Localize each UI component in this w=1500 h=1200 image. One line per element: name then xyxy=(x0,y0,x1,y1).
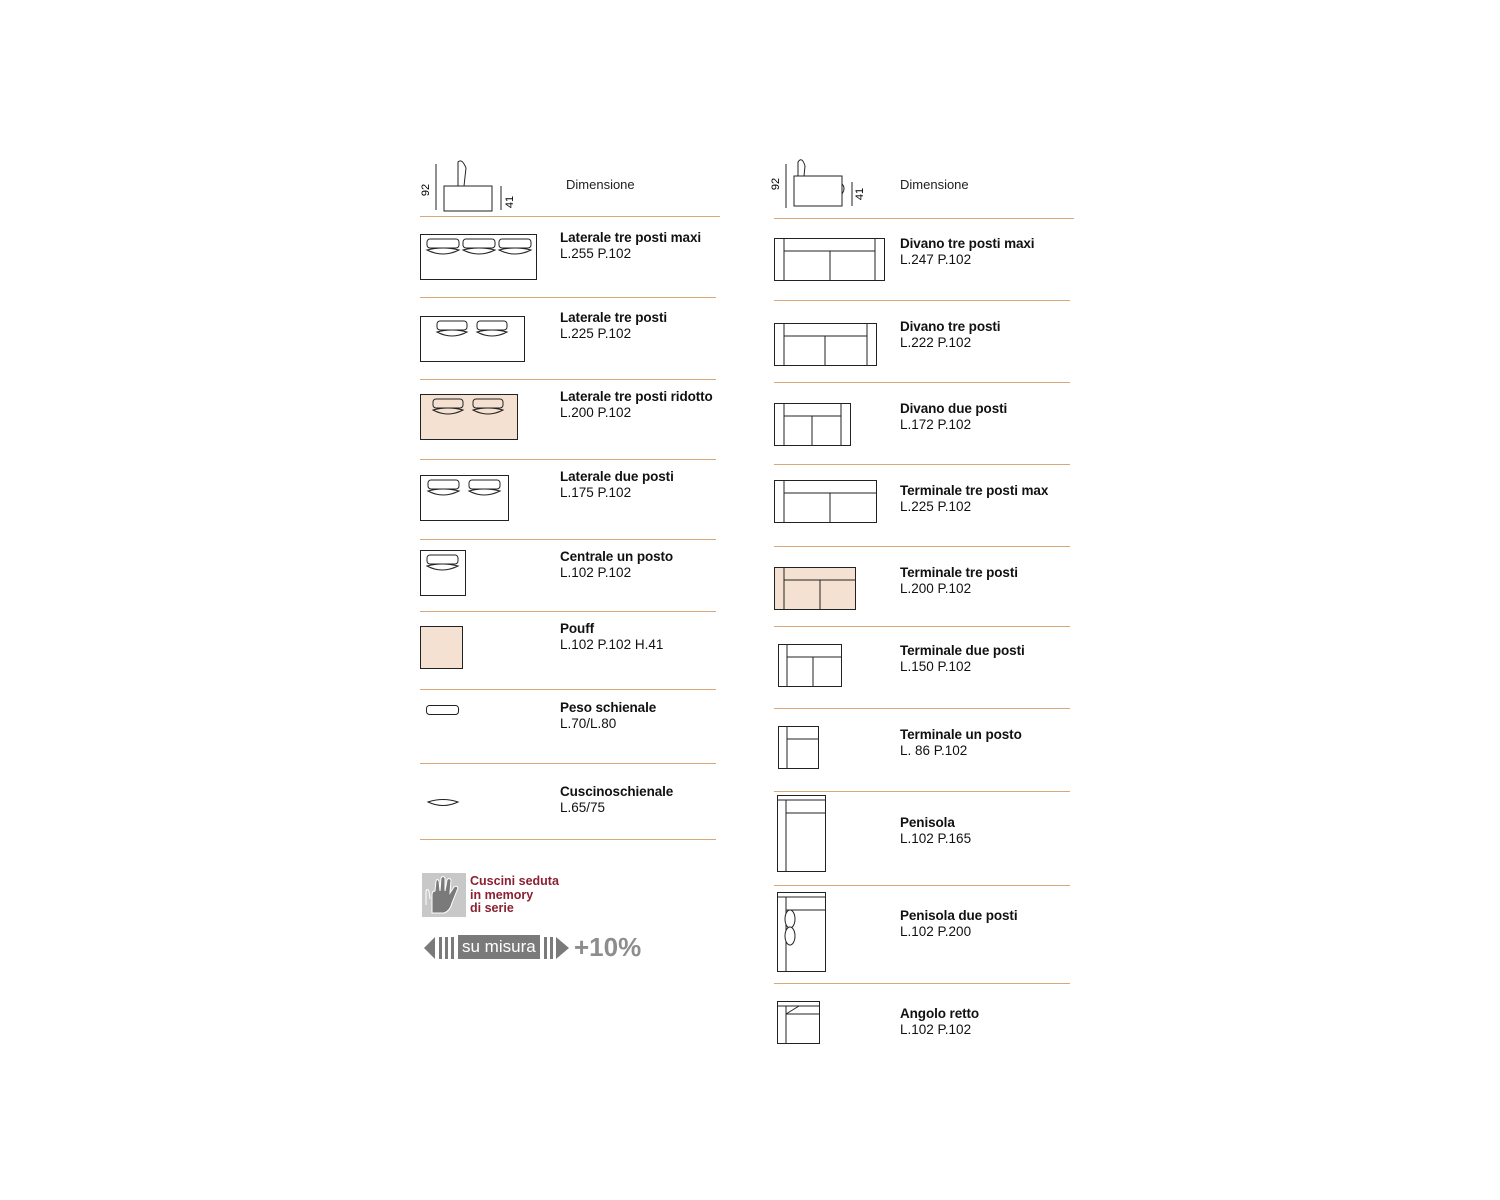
terminal-three-seat-max-icon xyxy=(774,480,884,530)
memory-line-1: Cuscini seduta xyxy=(470,874,559,888)
arrow-right-icon xyxy=(542,935,574,961)
seat-height-label: 41 xyxy=(504,195,516,209)
module-row xyxy=(774,218,1074,301)
memory-foam-badge xyxy=(422,873,602,917)
module-row xyxy=(774,547,1074,627)
module-name: Terminale tre posti xyxy=(900,565,1018,580)
three-seat-maxi-lateral-icon xyxy=(420,234,540,284)
module-name: Terminale due posti xyxy=(900,643,1025,658)
memory-line-3: di serie xyxy=(470,901,514,915)
module-name: Cuscinoschienale xyxy=(560,784,674,799)
module-dimensions: L.255 P.102 xyxy=(560,246,632,261)
module-dimensions: L.200 P.102 xyxy=(560,405,632,420)
sofa-two-seat-icon xyxy=(774,403,859,453)
height-label: 92 xyxy=(770,177,782,191)
module-dimensions: L.102 P.102 xyxy=(900,1022,972,1037)
module-name: Divano due posti xyxy=(900,401,1008,416)
memory-foam-text xyxy=(470,875,590,916)
module-row xyxy=(420,216,720,298)
back-weight-icon xyxy=(426,705,466,720)
pouf-icon xyxy=(420,626,470,676)
three-seat-lateral-icon xyxy=(420,316,530,366)
dimension-label: Dimensione xyxy=(566,177,635,192)
module-dimensions: L.102 P.200 xyxy=(900,924,972,939)
module-name: Pouff xyxy=(560,621,594,636)
module-row xyxy=(420,612,720,690)
module-name: Laterale due posti xyxy=(560,469,674,484)
module-name: Peso schienale xyxy=(560,700,657,715)
module-dimensions: L.222 P.102 xyxy=(900,335,972,350)
module-name: Centrale un posto xyxy=(560,549,674,564)
terminal-two-seat-icon xyxy=(778,644,853,694)
surcharge-label: +10% xyxy=(574,932,642,962)
module-row xyxy=(420,540,720,612)
module-dimensions: L.102 P.102 H.41 xyxy=(560,637,664,652)
module-row xyxy=(774,627,1074,709)
module-row xyxy=(774,465,1074,547)
module-row xyxy=(420,690,720,764)
module-dimensions: L.102 P.102 xyxy=(560,565,632,580)
module-name: Divano tre posti maxi xyxy=(900,236,1035,251)
module-name: Penisola xyxy=(900,815,955,830)
peninsula-two-seat-icon xyxy=(777,892,832,977)
right-angle-corner-icon xyxy=(777,1001,827,1051)
module-row xyxy=(774,709,1074,792)
module-name: Divano tre posti xyxy=(900,319,1001,334)
terminal-one-seat-icon xyxy=(778,726,828,776)
module-dimensions: L.225 P.102 xyxy=(560,326,632,341)
module-row xyxy=(774,792,1074,886)
module-row xyxy=(774,886,1074,984)
module-row xyxy=(420,298,720,380)
module-row xyxy=(774,383,1074,465)
module-name: Terminale tre posti max xyxy=(900,483,1049,498)
two-seat-lateral-icon xyxy=(420,475,515,525)
module-name: Laterale tre posti xyxy=(560,310,667,325)
module-name: Laterale tre posti ridotto xyxy=(560,389,713,404)
height-label: 92 xyxy=(420,183,432,197)
module-row xyxy=(774,984,1074,1054)
sofa-three-seat-icon xyxy=(774,323,884,373)
module-dimensions: L. 86 P.102 xyxy=(900,743,968,758)
module-name: Penisola due posti xyxy=(900,908,1018,923)
module-dimensions: L.247 P.102 xyxy=(900,252,972,267)
memory-line-2: in memory xyxy=(470,887,534,902)
custom-size-badge xyxy=(424,932,654,964)
module-name: Terminale un posto xyxy=(900,727,1022,742)
module-row xyxy=(420,764,720,840)
module-row xyxy=(420,380,720,460)
arrow-left-icon xyxy=(424,935,456,961)
terminal-three-seat-icon xyxy=(774,567,864,617)
right-column-header xyxy=(770,150,1074,219)
module-dimensions: L.175 P.102 xyxy=(560,485,632,500)
armchair-profile-icon xyxy=(420,158,520,218)
module-dimensions: L.200 P.102 xyxy=(900,581,972,596)
module-dimensions: L.150 P.102 xyxy=(900,659,972,674)
three-seat-reduced-lateral-icon xyxy=(420,394,525,444)
module-dimensions: L.65/75 xyxy=(560,800,606,815)
module-name: Laterale tre posti maxi xyxy=(560,230,702,245)
one-seat-central-icon xyxy=(420,550,470,600)
sofa-profile-icon xyxy=(770,156,874,216)
module-row xyxy=(774,301,1074,383)
sofa-three-seat-maxi-icon xyxy=(774,238,889,288)
module-dimensions: L.172 P.102 xyxy=(900,417,972,432)
peninsula-icon xyxy=(777,795,832,880)
left-column-header xyxy=(420,150,720,217)
back-cushion-icon xyxy=(427,797,467,812)
module-dimensions: L.102 P.165 xyxy=(900,831,972,846)
hand-print-icon xyxy=(422,873,466,917)
module-dimensions: L.70/L.80 xyxy=(560,716,617,731)
seat-height-label: 41 xyxy=(854,187,866,201)
module-row xyxy=(420,460,720,540)
module-name: Angolo retto xyxy=(900,1006,980,1021)
su-misura-label: su misura xyxy=(458,935,540,959)
module-dimensions: L.225 P.102 xyxy=(900,499,972,514)
dimension-label: Dimensione xyxy=(900,177,969,192)
